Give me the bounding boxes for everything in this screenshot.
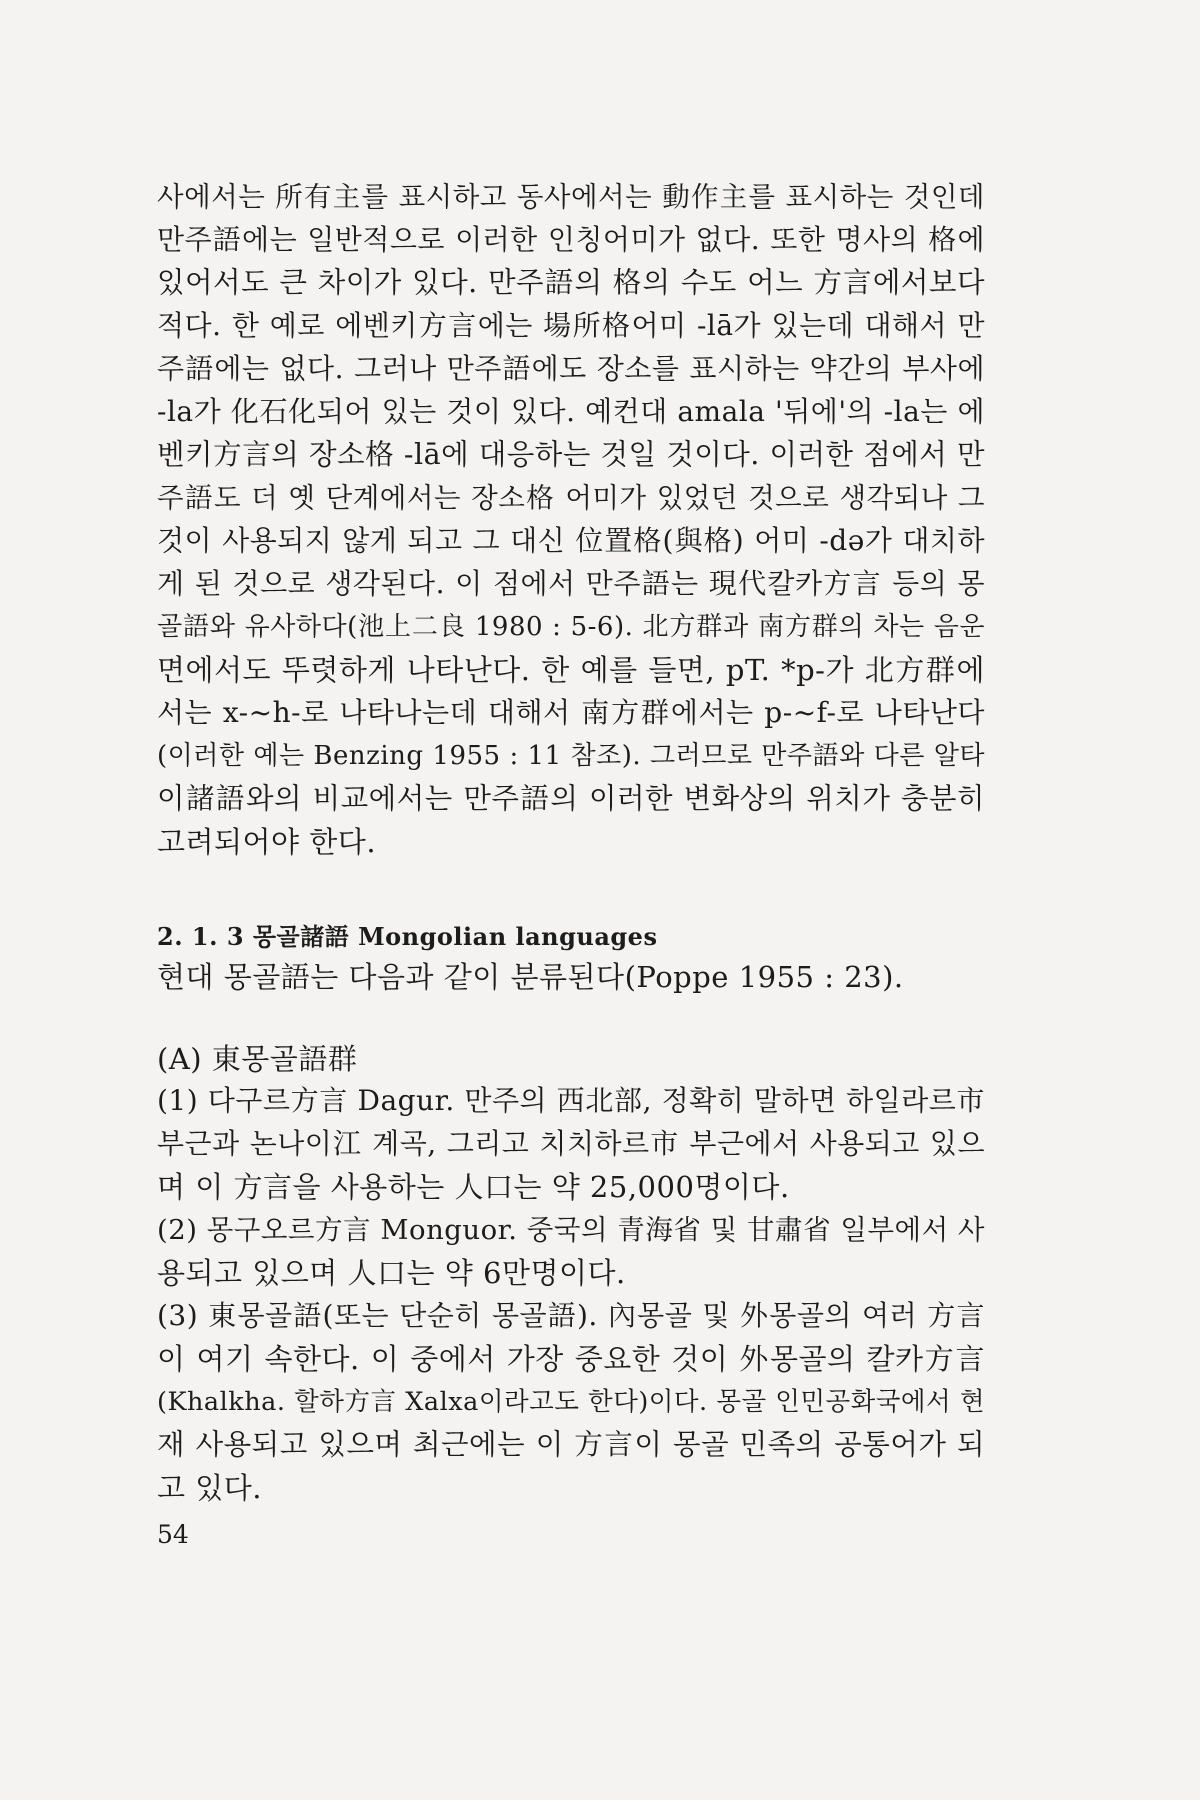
- text-line: 주語에는 없다. 그러나 만주語에도 장소를 표시하는 약간의 부사에: [157, 352, 985, 385]
- text-line: 부근과 논나이江 계곡, 그리고 치치하르市 부근에서 사용되고 있으: [157, 1127, 985, 1160]
- text-line: 이諸語와의 비교에서는 만주語의 이러한 변화상의 위치가 충분히: [157, 782, 985, 815]
- text-line: 면에서도 뚜렷하게 나타난다. 한 예를 들면, pT. *p-가 北方群에: [157, 653, 985, 687]
- text-line: (Khalkha. 할하方言 Xalxa이라고도 한다)이다. 몽골 인민공화국에서 현: [157, 1387, 985, 1417]
- text-line: (3) 東몽골語(또는 단순히 몽골語). 內몽골 및 外몽골의 여러 方言: [157, 1299, 985, 1332]
- section-intro: 현대 몽골語는 다음과 같이 분류된다(Poppe 1955 : 23).: [157, 960, 904, 994]
- text-line: 있어서도 큰 차이가 있다. 만주語의 格의 수도 어느 方言에서보다: [157, 266, 985, 299]
- text-line: 주語도 더 옛 단계에서는 장소格 어미가 있었던 것으로 생각되나 그: [157, 482, 985, 514]
- text-line: 벤키方言의 장소格 -lā에 대응하는 것일 것이다. 이러한 점에서 만: [157, 438, 985, 471]
- section-heading: 2. 1. 3 몽골諸語 Mongolian languages: [157, 922, 658, 951]
- text-line: (2) 몽구오르方言 Monguor. 중국의 青海省 및 甘肅省 일부에서 사: [157, 1214, 985, 1246]
- text-line: 적다. 한 예로 에벤키方言에는 場所格어미 -lā가 있는데 대해서 만: [157, 309, 985, 342]
- text-line: 용되고 있으며 人口는 약 6만명이다.: [157, 1256, 626, 1290]
- text-line: -la가 化石化되어 있는 것이 있다. 예컨대 amala '뒤에'의 -la는 에: [157, 395, 985, 428]
- text-line: 재 사용되고 있으며 최근에는 이 方言이 몽골 민족의 공통어가 되: [157, 1428, 985, 1461]
- text-line: 고려되어야 한다.: [157, 825, 377, 859]
- text-line: 골語와 유사하다(池上二良 1980 : 5-6). 北方群과 南方群의 차는 음운: [157, 612, 985, 642]
- text-line: 이 여기 속한다. 이 중에서 가장 중요한 것이 外몽골의 칼카方言: [157, 1342, 985, 1376]
- page-number: 54: [157, 1520, 189, 1549]
- group-heading: (A) 東몽골語群: [157, 1042, 358, 1076]
- text-line: 고 있다.: [157, 1471, 262, 1505]
- text-line: 사에서는 所有主를 표시하고 동사에서는 動作主를 표시하는 것인데: [157, 181, 985, 213]
- text-line: 게 된 것으로 생각된다. 이 점에서 만주語는 現代칼카方言 등의 몽: [157, 567, 985, 600]
- text-line: (이러한 예는 Benzing 1955 : 11 참조). 그러므로 만주語와 다른 알타: [157, 741, 985, 771]
- text-line: 것이 사용되지 않게 되고 그 대신 位置格(與格) 어미 -də가 대치하: [157, 524, 985, 557]
- text-line: 만주語에는 일반적으로 이러한 인칭어미가 없다. 또한 명사의 格에: [157, 223, 985, 256]
- text-line: 며 이 方言을 사용하는 人口는 약 25,000명이다.: [157, 1170, 790, 1204]
- text-line: (1) 다구르方言 Dagur. 만주의 西北部, 정확히 말하면 하일라르市: [157, 1084, 985, 1117]
- text-line: 서는 x-~h-로 나타나는데 대해서 南方群에서는 p-~f-로 나타난다: [157, 696, 985, 729]
